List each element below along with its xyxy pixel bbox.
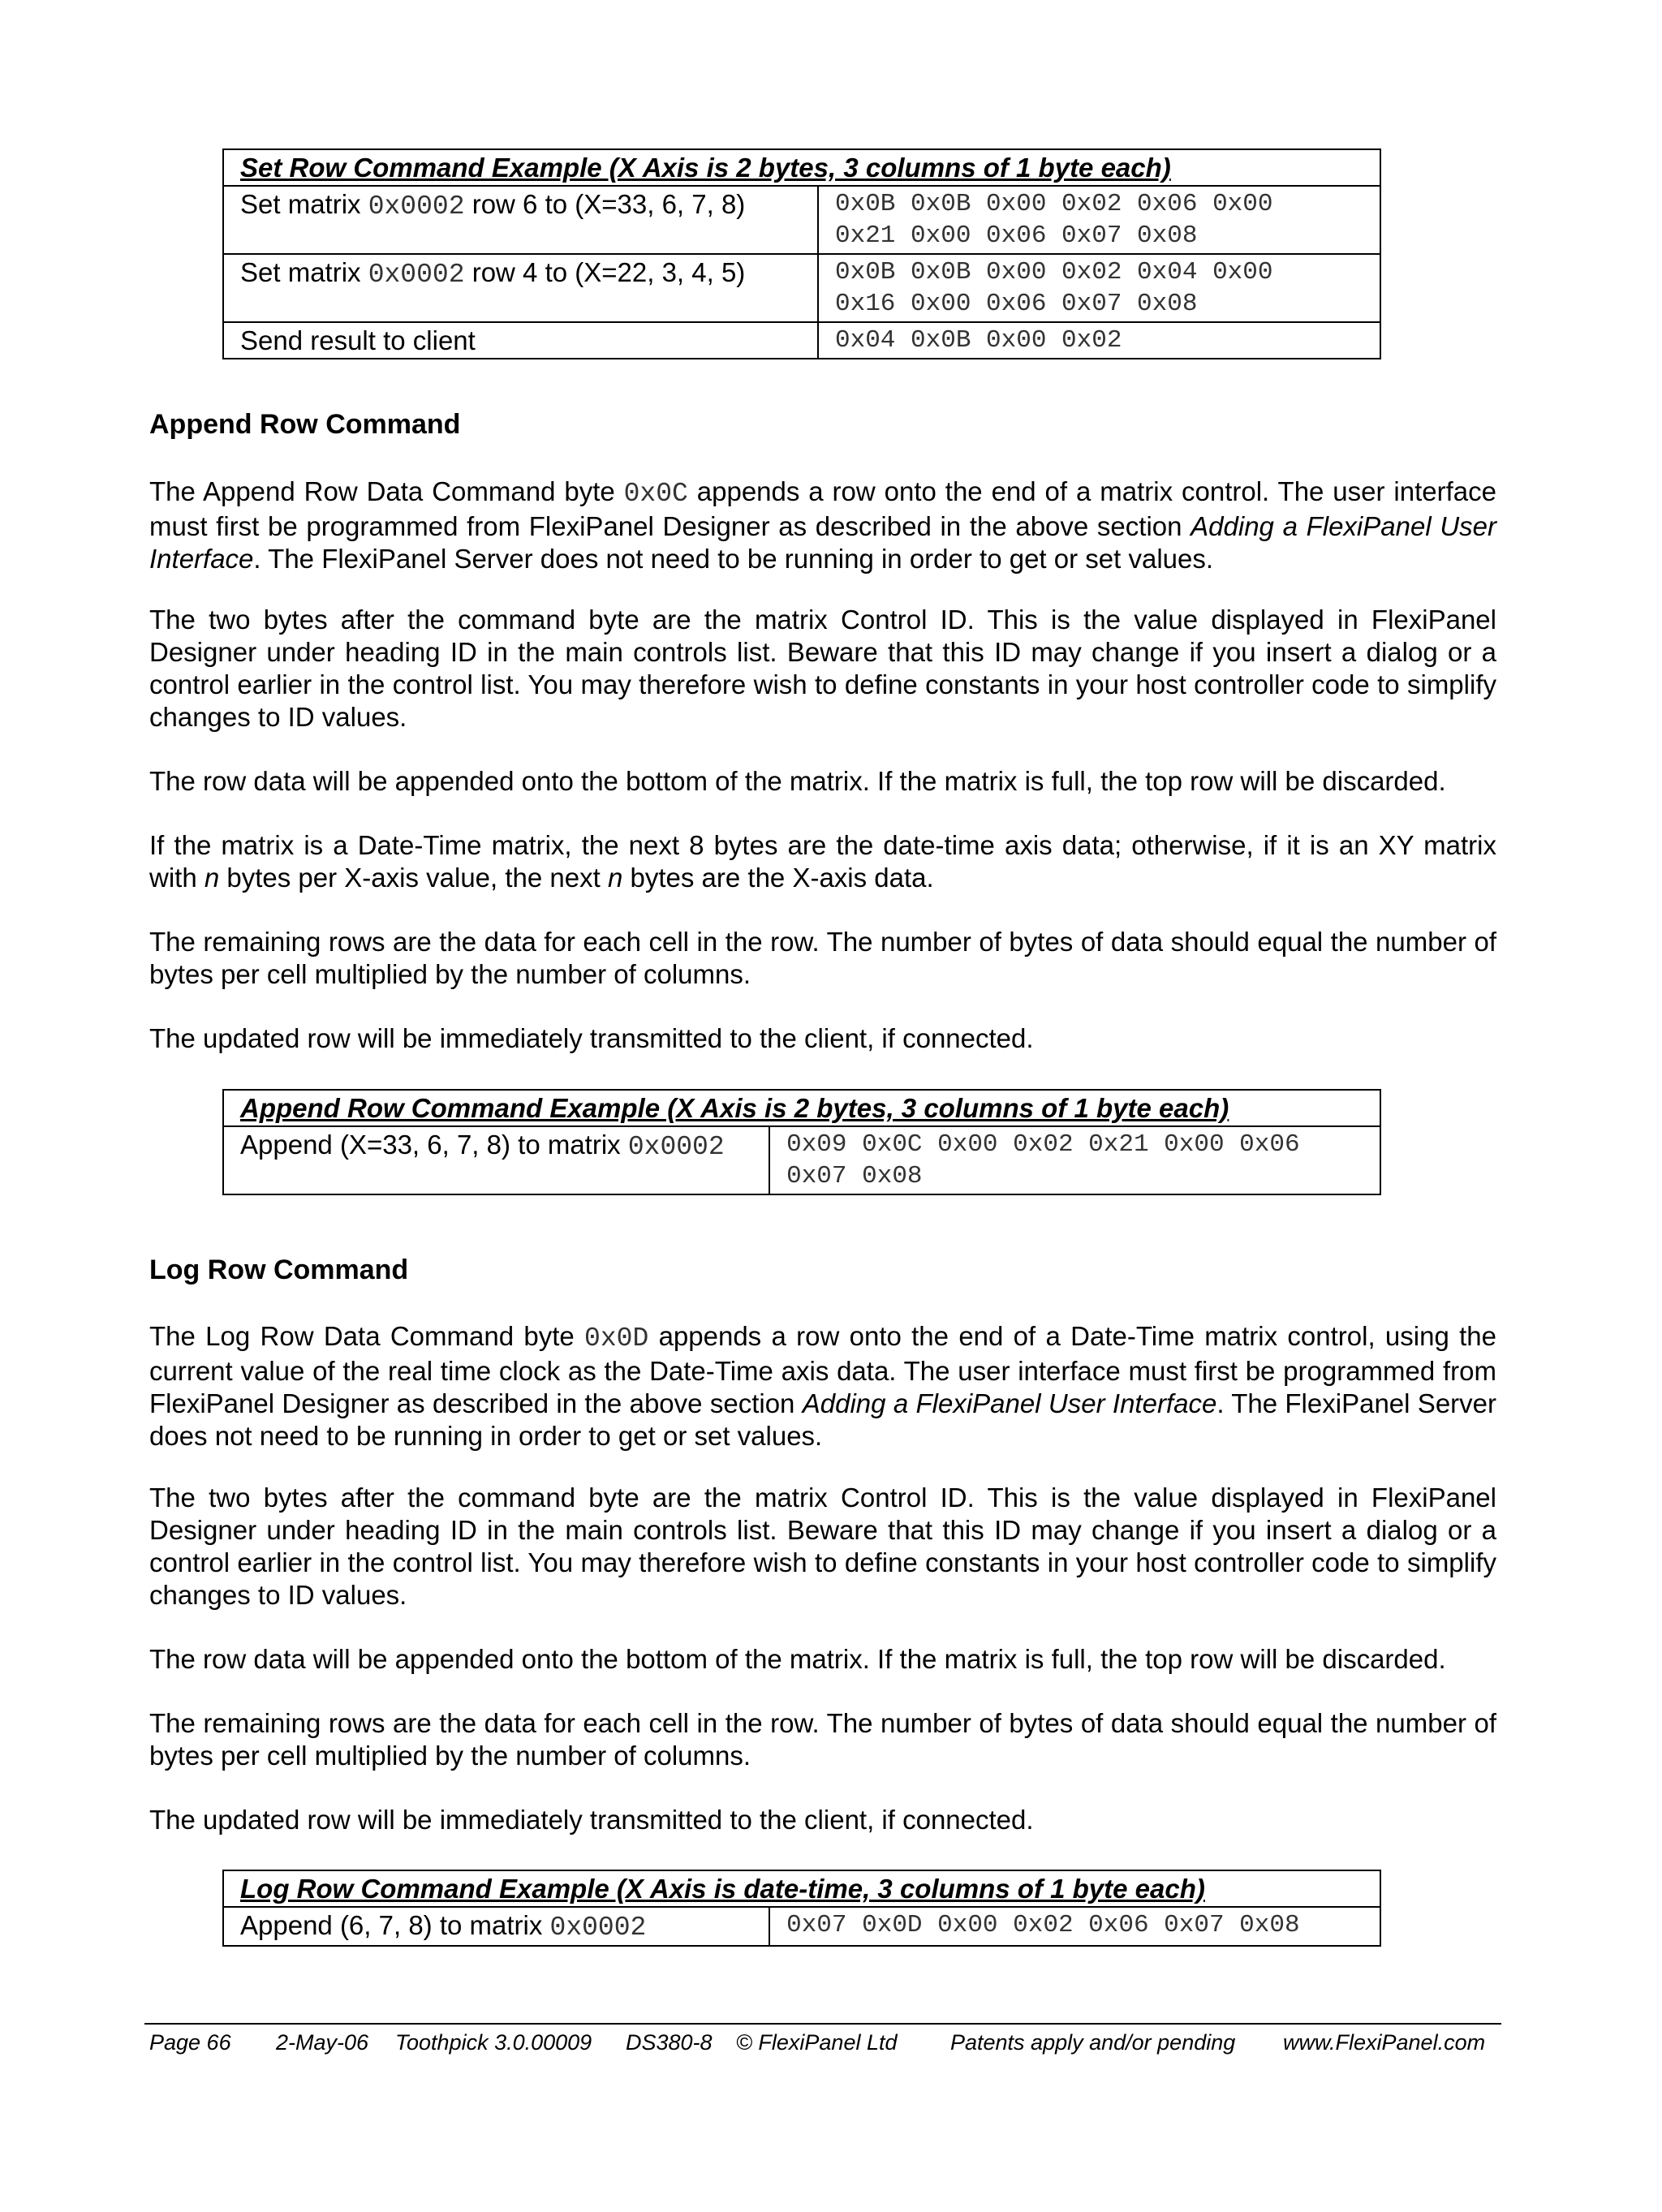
- footer-page-number: Page 66: [149, 2030, 231, 2055]
- footer-date: 2-May-06: [276, 2030, 369, 2055]
- footer-patents: Patents apply and/or pending: [950, 2030, 1236, 2055]
- table-cell-description: Set matrix 0x0002 row 4 to (X=22, 3, 4, 5): [223, 254, 818, 322]
- table-cell-description: Append (6, 7, 8) to matrix 0x0002: [223, 1907, 769, 1946]
- footer-divider: [144, 2023, 1501, 2025]
- table-cell-description: Append (X=33, 6, 7, 8) to matrix 0x0002: [223, 1126, 769, 1194]
- table-title: Log Row Command Example (X Axis is date-time, 3 columns of 1 byte each): [223, 1870, 1380, 1907]
- footer-product: Toothpick 3.0.00009: [395, 2030, 592, 2055]
- log-paragraph-2: The two bytes after the command byte are the matrix Control ID. This is the value displayed in FlexiPanel Designer under heading ID in the main controls list. Beware that this ID may change if you insert a dialog or a control earlier in the control list. You may therefore wish to define constants in your host controller code to simplify changes to ID values.: [149, 1483, 1496, 1610]
- log-paragraph-5: The updated row will be immediately transmitted to the client, if connected.: [149, 1805, 1034, 1835]
- footer-doc-id: DS380-8: [626, 2030, 713, 2055]
- table-cell-bytes: 0x07 0x0D 0x00 0x02 0x06 0x07 0x08: [769, 1907, 1380, 1946]
- append-paragraph-1: The Append Row Data Command byte 0x0C appends a row onto the end of a matrix control. The user interface must first be programmed from FlexiPanel Designer as described in the above section Adding a FlexiPanel User Interface. The FlexiPanel Server does not need to be running in order to get or set values.: [149, 476, 1496, 574]
- log-paragraph-4: The remaining rows are the data for each cell in the row. The number of bytes of data should equal the number of bytes per cell multiplied by the number of columns.: [149, 1708, 1496, 1771]
- append-paragraph-3: The row data will be appended onto the bottom of the matrix. If the matrix is full, the top row will be discarded.: [149, 766, 1446, 796]
- append-row-example-table: [222, 1089, 1381, 1195]
- set-row-example-table: [222, 148, 1381, 359]
- table-cell-bytes: 0x0B 0x0B 0x00 0x02 0x04 0x00 0x16 0x00 0x06 0x07 0x08: [818, 254, 1380, 322]
- table-row: [223, 186, 1380, 254]
- page-footer: [149, 2030, 1496, 2055]
- table-cell-description: Send result to client: [223, 322, 818, 359]
- footer-website-link[interactable]: www.FlexiPanel.com: [1283, 2030, 1486, 2055]
- table-title: Set Row Command Example (X Axis is 2 bytes, 3 columns of 1 byte each): [223, 149, 1380, 186]
- table-row: [223, 322, 1380, 359]
- append-row-heading: Append Row Command: [149, 409, 461, 440]
- log-row-heading: Log Row Command: [149, 1254, 409, 1285]
- table-cell-bytes: 0x04 0x0B 0x00 0x02: [818, 322, 1380, 359]
- append-paragraph-6: The updated row will be immediately transmitted to the client, if connected.: [149, 1023, 1034, 1053]
- append-paragraph-2: The two bytes after the command byte are the matrix Control ID. This is the value displayed in FlexiPanel Designer under heading ID in the main controls list. Beware that this ID may change if you insert a dialog or a control earlier in the control list. You may therefore wish to define constants in your host controller code to simplify changes to ID values.: [149, 605, 1496, 732]
- table-cell-bytes: 0x09 0x0C 0x00 0x02 0x21 0x00 0x06 0x07 0x08: [769, 1126, 1380, 1194]
- table-row: [223, 1907, 1380, 1946]
- table-row: [223, 254, 1380, 322]
- log-paragraph-3: The row data will be appended onto the bottom of the matrix. If the matrix is full, the top row will be discarded.: [149, 1644, 1446, 1674]
- table-title: Append Row Command Example (X Axis is 2 bytes, 3 columns of 1 byte each): [223, 1090, 1380, 1126]
- log-row-example-table: [222, 1870, 1381, 1947]
- append-paragraph-4: If the matrix is a Date-Time matrix, the next 8 bytes are the date-time axis data; otherwise, if it is an XY matrix with n bytes per X-axis value, the next n bytes are the X-axis data.: [149, 830, 1496, 893]
- footer-copyright: © FlexiPanel Ltd: [736, 2030, 898, 2055]
- table-cell-bytes: 0x0B 0x0B 0x00 0x02 0x06 0x00 0x21 0x00 0x06 0x07 0x08: [818, 186, 1380, 254]
- log-paragraph-1: The Log Row Data Command byte 0x0D appends a row onto the end of a Date-Time matrix control, using the current value of the real time clock as the Date-Time axis data. The user interface must first be programmed from FlexiPanel Designer as described in the above section Adding a FlexiPanel User Interface. The FlexiPanel Server does not need to be running in order to get or set values.: [149, 1321, 1496, 1451]
- table-cell-description: Set matrix 0x0002 row 6 to (X=33, 6, 7, 8): [223, 186, 818, 254]
- table-row: [223, 1126, 1380, 1194]
- append-paragraph-5: The remaining rows are the data for each cell in the row. The number of bytes of data should equal the number of bytes per cell multiplied by the number of columns.: [149, 927, 1496, 989]
